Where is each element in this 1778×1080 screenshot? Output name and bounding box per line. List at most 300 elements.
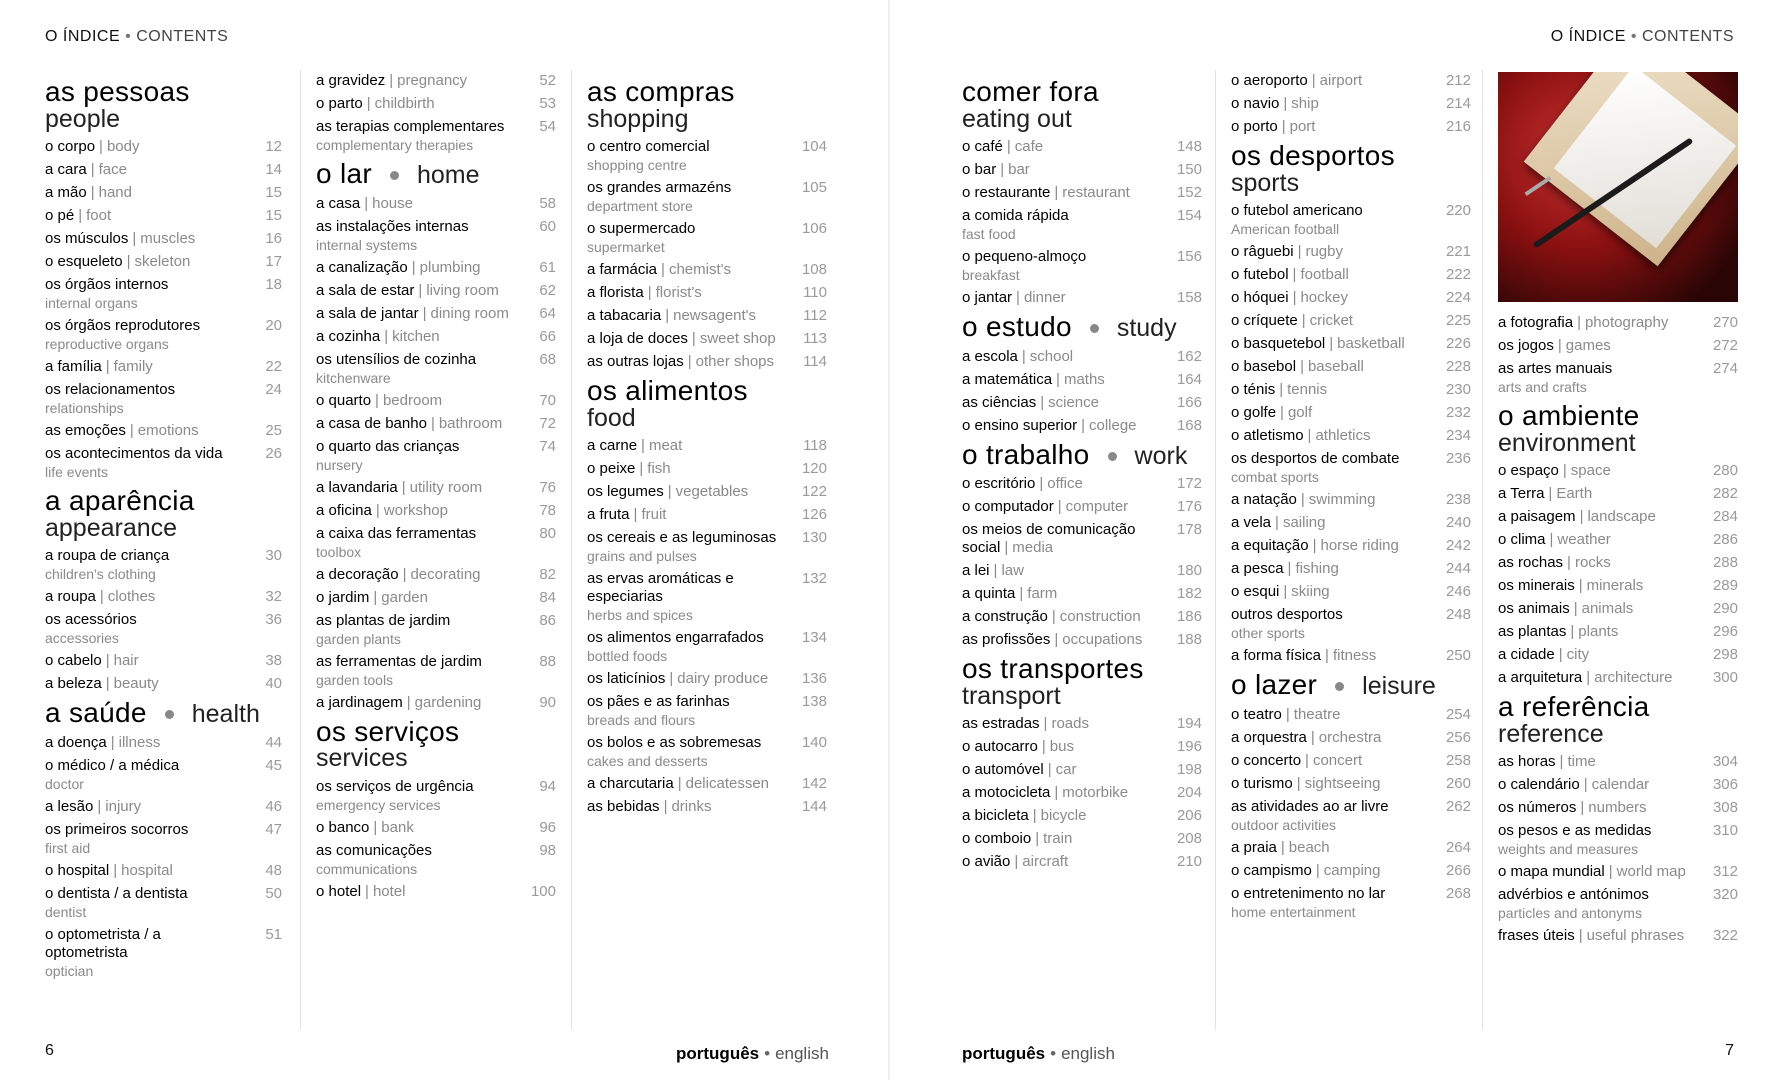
contents-entry[interactable] (962, 248, 1202, 284)
entry-text (316, 694, 522, 712)
contents-entry[interactable] (1231, 118, 1471, 136)
contents-entry[interactable] (962, 830, 1202, 848)
contents-entry[interactable] (45, 588, 282, 606)
contents-entry[interactable] (962, 161, 1202, 179)
entry-page-number: 52 (539, 72, 556, 89)
entry-en: fishing (1295, 560, 1339, 578)
contents-entry[interactable] (1231, 798, 1471, 834)
contents-entry[interactable] (1231, 450, 1471, 486)
contents-entry[interactable] (1498, 646, 1738, 664)
entry-page-number: 296 (1712, 623, 1738, 641)
contents-entry[interactable] (587, 284, 827, 302)
entry-separator: | (132, 230, 137, 248)
entry-text (316, 195, 522, 213)
column-divider (571, 70, 572, 1030)
entry-page-number: 256 (1445, 728, 1471, 746)
entry-text (1231, 335, 1437, 353)
contents-entry[interactable] (45, 547, 282, 583)
entry-text (316, 328, 522, 346)
contents-entry[interactable] (1231, 775, 1471, 793)
entry-pt: o esqui (1231, 583, 1280, 601)
entry-text (962, 248, 1168, 284)
contents-entry[interactable] (1498, 577, 1738, 595)
contents-entry[interactable] (587, 460, 827, 478)
entry-pt: o quarto (316, 391, 372, 409)
entry-separator: | (1567, 554, 1571, 572)
entry-page-number: 98 (539, 841, 556, 859)
entry-en: horse riding (1320, 537, 1399, 555)
contents-entry[interactable] (45, 734, 282, 752)
entry-en: workshop (383, 501, 448, 519)
entry-en: nursery (316, 456, 363, 473)
entry-separator: | (373, 588, 378, 606)
contents-entry[interactable] (1231, 706, 1471, 724)
entry-separator: | (1573, 600, 1578, 618)
entry-separator: | (1000, 161, 1005, 179)
contents-entry[interactable] (1231, 289, 1471, 307)
contents-entry[interactable] (1498, 508, 1738, 526)
entry-page-number: 132 (801, 570, 827, 588)
contents-entry[interactable] (45, 253, 282, 271)
contents-entry[interactable] (1231, 95, 1471, 113)
entry-page-number: 68 (539, 350, 556, 368)
entry-pt: a escola (962, 347, 1018, 365)
entry-separator: | (90, 161, 95, 179)
entry-separator: | (1054, 184, 1059, 202)
contents-entry[interactable] (316, 694, 556, 712)
contents-entry[interactable] (1498, 554, 1738, 572)
entry-en: orchestra (1318, 728, 1382, 746)
contents-entry[interactable] (587, 506, 827, 524)
contents-entry[interactable] (45, 862, 282, 880)
entry-text (1231, 514, 1437, 532)
entry-page-number: 312 (1712, 863, 1738, 881)
contents-entry[interactable] (45, 184, 282, 202)
entry-separator: | (1283, 95, 1288, 112)
contents-entry[interactable] (962, 138, 1202, 156)
entry-page-number: 46 (265, 797, 282, 815)
entry-pt: o porto (1231, 118, 1278, 135)
section-heading (962, 78, 1202, 132)
contents-entry[interactable] (316, 351, 556, 387)
contents-entry[interactable] (1498, 337, 1738, 355)
entry-text (1231, 358, 1437, 376)
contents-entry[interactable] (587, 570, 827, 624)
entry-text (45, 734, 248, 752)
contents-entry[interactable] (962, 562, 1202, 580)
contents-entry[interactable] (45, 358, 282, 376)
contents-entry[interactable] (1498, 600, 1738, 618)
contents-entry[interactable] (587, 483, 827, 501)
contents-entry[interactable] (1231, 583, 1471, 601)
contents-entry[interactable] (1498, 623, 1738, 641)
section-heading-en: work (1134, 441, 1188, 470)
contents-entry[interactable] (316, 589, 556, 607)
contents-entry[interactable] (587, 734, 827, 770)
entry-text (1231, 798, 1437, 834)
entry-page-number: 12 (265, 138, 282, 156)
contents-entry[interactable] (316, 842, 556, 878)
contents-entry[interactable] (316, 566, 556, 584)
entry-text (962, 830, 1168, 848)
contents-entry[interactable] (587, 693, 827, 729)
entry-text (962, 784, 1168, 802)
contents-entry[interactable] (1231, 358, 1471, 376)
entry-en: utility room (409, 478, 483, 496)
contents-entry[interactable] (1498, 886, 1738, 922)
contents-entry[interactable] (1231, 885, 1471, 921)
entry-page-number: 178 (1176, 521, 1202, 539)
contents-entry[interactable] (1231, 335, 1471, 353)
contents-entry[interactable] (587, 307, 827, 325)
entry-text (1231, 95, 1437, 113)
entry-pt: a arquitetura (1498, 669, 1583, 687)
contents-entry[interactable] (1498, 462, 1738, 480)
contents-entry[interactable] (316, 95, 556, 113)
entry-en: camping (1323, 861, 1381, 879)
contents-entry[interactable] (316, 305, 556, 323)
entry-en: train (1043, 830, 1073, 848)
entry-pt: a construção (962, 608, 1048, 626)
contents-entry[interactable] (1498, 927, 1738, 945)
entry-text (1498, 462, 1704, 480)
entry-en: rocks (1574, 554, 1611, 572)
entry-page-number: 230 (1445, 381, 1471, 399)
contents-entry[interactable] (316, 72, 556, 90)
entry-pt: a carne (587, 437, 638, 455)
contents-entry[interactable] (1231, 427, 1471, 445)
contents-column-6 (1498, 72, 1738, 950)
entry-en: relationships (45, 400, 124, 417)
entry-separator: | (402, 565, 407, 583)
contents-entry[interactable] (962, 498, 1202, 516)
contents-entry[interactable] (1498, 531, 1738, 549)
contents-entry[interactable] (962, 207, 1202, 243)
entry-page-number: 108 (801, 261, 827, 279)
entry-text (1498, 776, 1704, 794)
contents-entry[interactable] (962, 289, 1202, 307)
entry-text (45, 445, 248, 481)
entry-en: florist's (655, 284, 702, 302)
contents-entry[interactable] (316, 819, 556, 837)
contents-entry[interactable] (1231, 560, 1471, 578)
entry-separator: | (1325, 647, 1329, 665)
contents-entry[interactable] (316, 118, 556, 154)
entry-pt: as terapias complementares (316, 118, 505, 135)
entry-text (45, 276, 248, 312)
contents-entry[interactable] (45, 207, 282, 225)
contents-entry[interactable] (1231, 752, 1471, 770)
entry-en: law (1001, 562, 1024, 580)
entry-separator: | (1577, 314, 1581, 331)
entry-pt: os utensílios de cozinha (316, 350, 477, 368)
contents-entry[interactable] (1498, 360, 1738, 396)
contents-entry[interactable] (316, 883, 556, 901)
entry-separator: | (1006, 138, 1011, 156)
entry-pt: as rochas (1498, 554, 1564, 572)
contents-entry[interactable] (962, 807, 1202, 825)
contents-entry[interactable] (1231, 243, 1471, 261)
contents-entry[interactable] (587, 330, 827, 348)
page-number-right: 7 (1725, 1042, 1734, 1059)
contents-entry[interactable] (587, 437, 827, 455)
contents-entry[interactable] (587, 261, 827, 279)
entry-separator: | (1279, 381, 1284, 399)
entry-separator: | (1292, 289, 1297, 307)
entry-page-number: 82 (539, 565, 556, 583)
contents-entry[interactable] (1231, 72, 1471, 90)
contents-entry[interactable] (45, 652, 282, 670)
contents-entry[interactable] (587, 179, 827, 215)
contents-entry[interactable] (1231, 862, 1471, 880)
entry-pt: o bar (962, 161, 997, 179)
entry-pt: a farmácia (587, 261, 658, 279)
contents-entry[interactable] (962, 738, 1202, 756)
contents-entry[interactable] (45, 821, 282, 857)
entry-en: pregnancy (397, 72, 468, 89)
entry-text (1498, 337, 1704, 355)
contents-entry[interactable] (316, 415, 556, 433)
contents-entry[interactable] (45, 885, 282, 921)
entry-separator: | (1283, 583, 1288, 601)
entry-text (962, 207, 1168, 243)
contents-entry[interactable] (962, 417, 1202, 435)
entry-pt: os cereais e as leguminosas (587, 529, 777, 547)
contents-entry[interactable] (1231, 404, 1471, 422)
contents-entry[interactable] (316, 479, 556, 497)
contents-entry[interactable] (1498, 669, 1738, 687)
entry-separator: | (993, 562, 998, 580)
contents-entry[interactable] (962, 853, 1202, 871)
contents-entry[interactable] (962, 784, 1202, 802)
contents-entry[interactable] (1231, 606, 1471, 642)
contents-entry[interactable] (1231, 202, 1471, 238)
contents-entry[interactable] (45, 757, 282, 793)
entry-text (45, 317, 248, 353)
entry-page-number: 100 (530, 882, 556, 900)
contents-entry[interactable] (1498, 753, 1738, 771)
contents-entry[interactable] (316, 195, 556, 213)
entry-page-number: 304 (1712, 753, 1738, 771)
entry-pt: o atletismo (1231, 427, 1304, 445)
entry-pt: as emoções (45, 422, 126, 440)
entry-separator: | (1051, 608, 1056, 626)
entry-page-number: 120 (801, 460, 827, 478)
contents-entry[interactable] (316, 392, 556, 410)
entry-en: swimming (1308, 491, 1376, 509)
entry-pt: o aeroporto (1231, 72, 1308, 89)
entry-text (587, 629, 793, 665)
entry-page-number: 266 (1445, 861, 1471, 879)
contents-entry[interactable] (1231, 729, 1471, 747)
entry-text (1498, 314, 1704, 332)
entry-text (587, 353, 793, 371)
section-heading-pt: o estudo (962, 311, 1072, 343)
contents-entry[interactable] (1231, 514, 1471, 532)
contents-entry[interactable] (962, 761, 1202, 779)
contents-entry[interactable] (316, 525, 556, 561)
entry-pt: os relacionamentos (45, 381, 176, 399)
entry-en: fish (647, 460, 671, 478)
contents-entry[interactable] (962, 371, 1202, 389)
contents-entry[interactable] (1231, 381, 1471, 399)
entry-en: foot (86, 207, 112, 225)
entry-en: outdoor activities (1231, 816, 1337, 833)
entry-pt: as atividades ao ar livre (1231, 797, 1389, 815)
contents-entry[interactable] (45, 611, 282, 647)
contents-entry[interactable] (962, 394, 1202, 412)
entry-pt: o autocarro (962, 738, 1038, 756)
contents-entry[interactable] (316, 328, 556, 346)
entry-page-number: 238 (1445, 491, 1471, 509)
entry-text (1231, 729, 1437, 747)
contents-entry[interactable] (316, 778, 556, 814)
contents-column-4 (962, 72, 1202, 876)
section-heading-pt: os alimentos (587, 375, 748, 407)
entry-pt: o cabelo (45, 652, 102, 670)
entry-separator: | (1558, 646, 1563, 664)
contents-entry[interactable] (587, 353, 827, 371)
contents-entry[interactable] (316, 282, 556, 300)
contents-entry[interactable] (45, 798, 282, 816)
entry-en: football (1300, 266, 1349, 284)
contents-entry[interactable] (1231, 491, 1471, 509)
contents-entry[interactable] (962, 184, 1202, 202)
contents-entry[interactable] (45, 230, 282, 248)
contents-entry[interactable] (316, 218, 556, 254)
contents-entry[interactable] (45, 317, 282, 353)
contents-entry[interactable] (316, 653, 556, 689)
entry-separator: | (669, 670, 674, 688)
entry-en: particles and antonyms (1498, 905, 1642, 922)
contents-entry[interactable] (1498, 863, 1738, 881)
entry-en: home entertainment (1231, 903, 1356, 920)
contents-entry[interactable] (1231, 312, 1471, 330)
entry-separator: | (1311, 72, 1316, 89)
entry-separator: | (1549, 531, 1554, 549)
entry-pt: o entretenimento no lar (1231, 884, 1386, 902)
contents-entry[interactable] (587, 529, 827, 565)
entry-pt: o campismo (1231, 861, 1312, 879)
entry-page-number: 182 (1176, 585, 1202, 603)
entry-separator: | (1275, 514, 1279, 532)
entry-text (316, 351, 522, 387)
contents-entry[interactable] (587, 629, 827, 665)
contents-entry[interactable] (1498, 314, 1738, 332)
contents-entry[interactable] (1231, 537, 1471, 555)
contents-entry[interactable] (962, 585, 1202, 603)
contents-entry[interactable] (1498, 485, 1738, 503)
entry-page-number: 300 (1712, 669, 1738, 687)
contents-entry[interactable] (587, 138, 827, 174)
section-heading-en: home (416, 161, 480, 189)
contents-entry[interactable] (316, 259, 556, 277)
contents-entry[interactable] (45, 675, 282, 693)
contents-entry[interactable] (1231, 839, 1471, 857)
entry-page-number: 236 (1445, 450, 1471, 468)
contents-entry[interactable] (587, 775, 827, 793)
entry-page-number: 282 (1712, 485, 1738, 503)
entry-page-number: 60 (539, 217, 556, 235)
entry-page-number: 54 (539, 118, 556, 135)
contents-entry[interactable] (1231, 647, 1471, 665)
contents-entry[interactable] (316, 438, 556, 474)
column-divider (300, 70, 301, 1030)
entry-page-number: 308 (1712, 799, 1738, 817)
contents-entry[interactable] (587, 670, 827, 688)
entry-pt: a lavandaria (316, 478, 398, 496)
contents-entry[interactable] (962, 475, 1202, 493)
contents-entry[interactable] (316, 612, 556, 648)
contents-entry[interactable] (962, 348, 1202, 366)
entry-en: arts and crafts (1498, 379, 1587, 395)
contents-entry[interactable] (1498, 776, 1738, 794)
contents-entry[interactable] (1231, 266, 1471, 284)
entry-page-number: 142 (801, 775, 827, 793)
entry-en: emotions (137, 422, 199, 440)
entry-separator: | (641, 437, 645, 455)
entry-page-number: 86 (539, 611, 556, 629)
entry-text (1498, 360, 1704, 396)
contents-entry[interactable] (45, 381, 282, 417)
contents-entry[interactable] (45, 926, 282, 980)
contents-entry[interactable] (316, 502, 556, 520)
entry-pt: a cidade (1498, 646, 1555, 664)
contents-entry[interactable] (962, 608, 1202, 626)
entry-text (45, 358, 248, 376)
entry-pt: o restaurante (962, 184, 1051, 202)
entry-page-number: 226 (1445, 335, 1471, 353)
entry-en: hair (113, 652, 139, 670)
entry-separator: | (1297, 243, 1302, 261)
contents-entry[interactable] (45, 138, 282, 156)
entry-page-number: 140 (801, 734, 827, 752)
contents-entry[interactable] (1498, 822, 1738, 858)
contents-entry[interactable] (962, 715, 1202, 733)
entry-text (316, 118, 522, 154)
entry-en: communications (316, 860, 418, 877)
entry-text (1498, 577, 1704, 595)
entry-pt: o clima (1498, 531, 1546, 549)
entry-pt: outros desportos (1231, 606, 1343, 624)
contents-entry[interactable] (45, 276, 282, 312)
entry-text (962, 138, 1168, 156)
contents-entry[interactable] (587, 798, 827, 816)
contents-entry[interactable] (962, 631, 1202, 649)
entry-page-number: 84 (539, 588, 556, 606)
entry-separator: | (1081, 416, 1085, 434)
contents-entry[interactable] (45, 161, 282, 179)
entry-pt: o hotel (316, 882, 362, 900)
heading-dot-icon (1108, 452, 1117, 461)
entry-separator: | (663, 798, 668, 816)
entry-page-number: 224 (1445, 289, 1471, 307)
contents-column-1 (45, 72, 282, 985)
running-head-left (45, 28, 228, 46)
contents-entry[interactable] (962, 521, 1202, 557)
contents-entry[interactable] (45, 422, 282, 440)
entry-page-number: 76 (539, 478, 556, 496)
contents-entry[interactable] (45, 445, 282, 481)
entry-en: house (372, 194, 413, 212)
contents-entry[interactable] (1498, 799, 1738, 817)
section-heading-en: appearance (45, 513, 178, 542)
entry-pt: o concerto (1231, 751, 1302, 769)
contents-entry[interactable] (587, 220, 827, 256)
contents-column-3 (587, 72, 827, 821)
entry-en: grains and pulses (587, 548, 697, 565)
entry-en: restaurant (1062, 184, 1130, 202)
